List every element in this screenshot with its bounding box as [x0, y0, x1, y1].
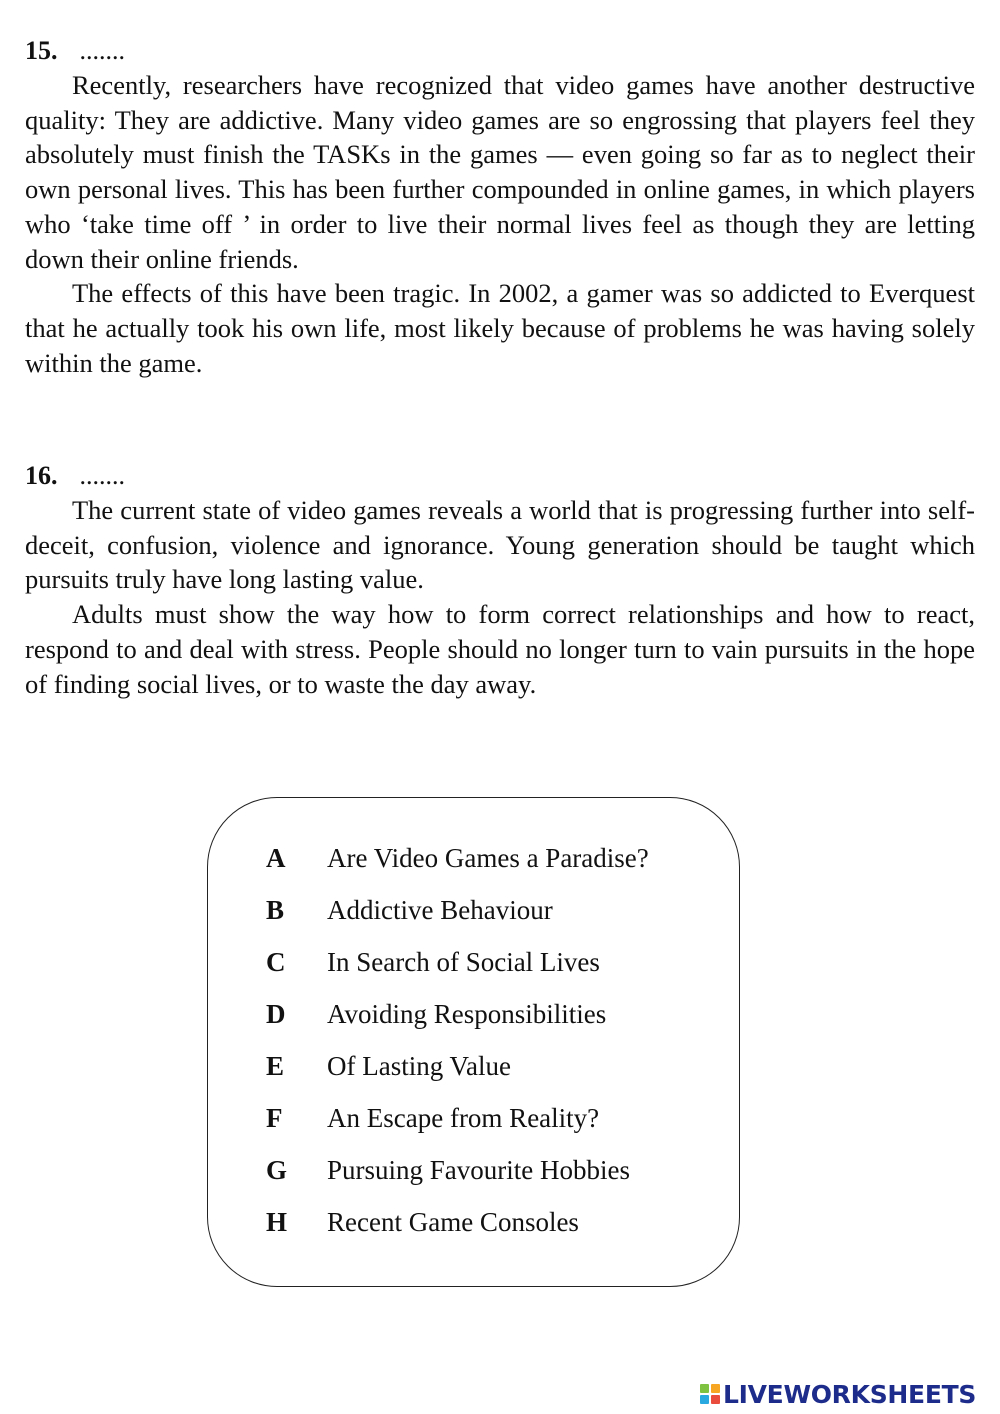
liveworksheets-logo-icon	[700, 1384, 720, 1404]
option-g	[266, 1153, 630, 1187]
paragraph: Adults must show the way how to form correct relationships and how to react, respond to and deal with stress. People should no longer turn to vain pursuits in the hope of finding social lives, or to waste the day away.	[25, 599, 975, 699]
question-heading	[25, 34, 975, 68]
option-letter: F	[266, 1103, 283, 1133]
option-text: Of Lasting Value	[327, 1051, 511, 1081]
option-text: Avoiding Responsibilities	[327, 999, 607, 1029]
option-letter: G	[266, 1155, 288, 1185]
option-letter: E	[266, 1051, 285, 1081]
option-letter: H	[266, 1207, 288, 1237]
option-f	[266, 1101, 599, 1135]
logo-text: LIVEWORKSHEETS	[723, 1379, 977, 1409]
heading-options-box	[207, 797, 740, 1287]
option-text: Pursuing Favourite Hobbies	[327, 1155, 630, 1185]
option-letter: D	[266, 999, 286, 1029]
option-letter: B	[266, 895, 285, 925]
option-letter: C	[266, 947, 286, 977]
paragraph: Recently, researchers have recognized that video games have another destructive quality: They are addictive. Many video games are so engrossing that players feel they absolutely must finish the TASKs in the games — even going so far as to neglect their own personal lives. This has been further compounded in online games, in which players who ‘take time off ’ in order to live their normal lives feel as though they are letting down their online friends.	[25, 70, 975, 274]
section-16	[25, 459, 975, 701]
option-text: Recent Game Consoles	[327, 1207, 579, 1237]
question-number: 16.	[25, 461, 58, 490]
option-c	[266, 945, 600, 979]
option-b	[266, 893, 553, 927]
answer-blank[interactable]: .......	[79, 461, 125, 490]
option-d	[266, 997, 606, 1031]
option-text: An Escape from Reality?	[327, 1103, 600, 1133]
question-number: 15.	[25, 36, 58, 65]
logo-square-icon	[711, 1384, 720, 1393]
paragraph: The current state of video games reveals a world that is progressing further into self-deceit, confusion, violence and ignorance. Young generation should be taught which pursuits truly have long lasting value.	[25, 495, 975, 595]
liveworksheets-logo[interactable]	[700, 1374, 976, 1414]
option-h	[266, 1205, 579, 1239]
question-heading	[25, 459, 975, 493]
logo-square-icon	[711, 1395, 720, 1404]
option-e	[266, 1049, 511, 1083]
logo-square-icon	[700, 1395, 709, 1404]
option-a	[266, 841, 649, 875]
option-letter: A	[266, 843, 286, 873]
option-text: Are Video Games a Paradise?	[327, 843, 649, 873]
option-text: Addictive Behaviour	[327, 895, 553, 925]
paragraph: The effects of this have been tragic. In 2002, a gamer was so addicted to Everquest that he actually took his own life, most likely because of problems he was having solely within the game.	[25, 278, 975, 378]
answer-blank[interactable]: .......	[79, 36, 125, 65]
option-text: In Search of Social Lives	[327, 947, 600, 977]
logo-square-icon	[700, 1384, 709, 1393]
section-15	[25, 34, 975, 380]
